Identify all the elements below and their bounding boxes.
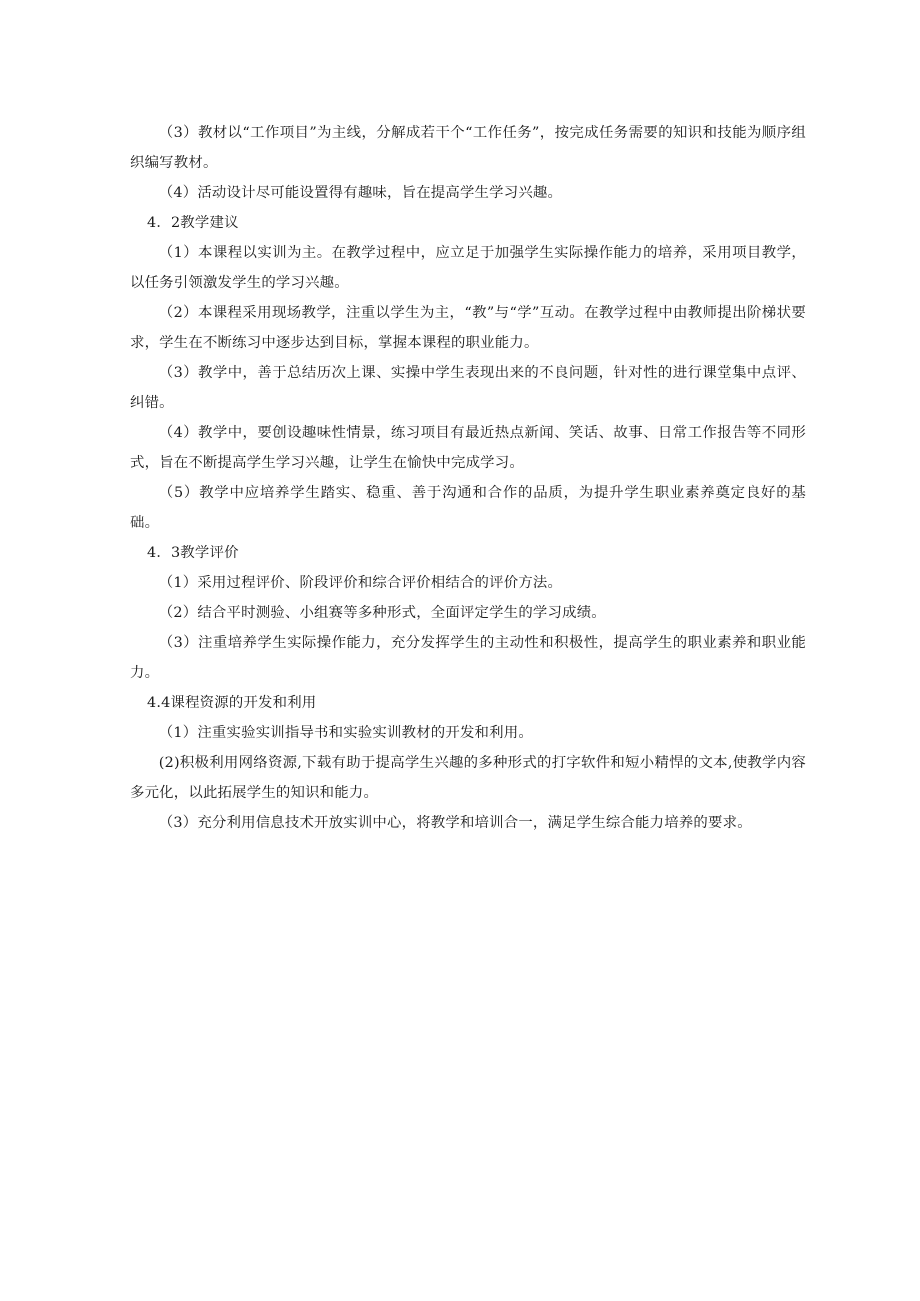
paragraph: （5）教学中应培养学生踏实、稳重、善于沟通和合作的品质，为提升学生职业素养奠定良好的基础。 xyxy=(130,485,806,531)
document-body xyxy=(130,118,806,838)
section-heading: 4．3教学评价 xyxy=(147,545,239,561)
section-heading: 4．2教学建议 xyxy=(147,215,239,231)
paragraph: （4）活动设计尽可能设置得有趣味，旨在提高学生学习兴趣。 xyxy=(158,185,563,201)
paragraph: （2）结合平时测验、小组赛等多种形式，全面评定学生的学习成绩。 xyxy=(158,605,606,621)
paragraph: （1）本课程以实训为主。在教学过程中，应立足于加强学生实际操作能力的培养，采用项目教学，以任务引领激发学生的学习兴趣。 xyxy=(130,245,806,291)
paragraph: （3）充分利用信息技术开放实训中心，将教学和培训合一，满足学生综合能力培养的要求。 xyxy=(158,815,752,831)
paragraph: （4）教学中，要创设趣味性情景，练习项目有最近热点新闻、笑话、故事、日常工作报告等不同形式，旨在不断提高学生学习兴趣，让学生在愉快中完成学习。 xyxy=(130,425,806,471)
paragraph: （3）教材以“工作项目”为主线，分解成若干个“工作任务”，按完成任务需要的知识和技能为顺序组织编写教材。 xyxy=(130,125,806,171)
section-heading: 4.4课程资源的开发和利用 xyxy=(147,695,317,711)
paragraph: （2）本课程采用现场教学，注重以学生为主，“教”与“学”互动。在教学过程中由教师提出阶梯状要求，学生在不断练习中逐步达到目标，掌握本课程的职业能力。 xyxy=(130,305,806,351)
paragraph: （3）教学中，善于总结历次上课、实操中学生表现出来的不良问题，针对性的进行课堂集中点评、纠错。 xyxy=(130,365,806,411)
paragraph: （1）注重实验实训指导书和实验实训教材的开发和利用。 xyxy=(158,725,533,741)
paragraph: （1）采用过程评价、阶段评价和综合评价相结合的评价方法。 xyxy=(158,575,563,591)
paragraph: （3）注重培养学生实际操作能力，充分发挥学生的主动性和积极性，提高学生的职业素养和职业能力。 xyxy=(130,635,806,681)
paragraph: (2)积极利用网络资源,下载有助于提高学生兴趣的多种形式的打字软件和短小精悍的文本,使教学内容多元化，以此拓展学生的知识和能力。 xyxy=(130,755,806,801)
